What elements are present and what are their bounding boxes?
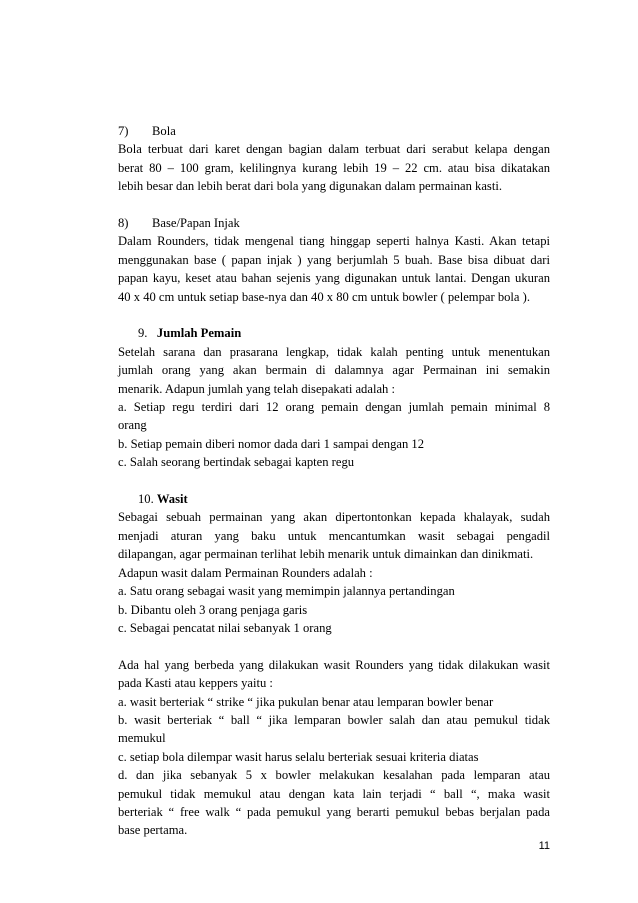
section-9-line: b. Setiap pemain diberi nomor dada dari 1 sampai dengan 12 <box>118 436 425 451</box>
section-9-line: jumlah orang yang akan bermain di dalamnya agar Permainan ini semakin <box>118 363 550 378</box>
section-9-line: a. Setiap regu terdiri dari 12 orang pemain dengan jumlah pemain minimal 8 <box>118 400 550 415</box>
spacer <box>118 306 550 324</box>
referee-calls-line: pemukul tidak memukul atau dengan kata lain terjadi “ ball “, maka wasit <box>118 786 550 801</box>
section-9-title: Jumlah Pemain <box>156 326 242 341</box>
section-9-line: orang <box>118 418 147 433</box>
referee-calls-line: pada Kasti atau keppers yaitu : <box>118 676 273 691</box>
spacer <box>118 196 550 214</box>
section-8-title: Base/Papan Injak <box>152 216 240 231</box>
section-10-title: Wasit <box>156 492 188 507</box>
spacer <box>118 472 550 490</box>
section-7-line: lebih besar dan lebih berat dari bola yang digunakan dalam permainan kasti. <box>118 179 502 194</box>
section-10-line: dilapangan, agar permainan terlihat lebih menarik untuk dimainkan dan dinikmati. <box>118 547 534 562</box>
referee-calls-line: Ada hal yang berbeda yang dilakukan wasit Rounders yang tidak dilakukan wasit <box>118 657 550 672</box>
section-9-line: c. Salah seorang bertindak sebagai kapten regu <box>118 455 355 470</box>
section-8-number: 8) <box>118 216 129 231</box>
referee-calls-line: memukul <box>118 731 166 746</box>
section-9-heading <box>118 324 550 342</box>
page-number: 11 <box>538 840 550 852</box>
section-7-line: berat 80 – 100 gram, kelilingnya kurang lebih 19 – 22 cm. atau bisa dikatakan <box>118 160 550 175</box>
section-10-line: c. Sebagai pencatat nilai sebanyak 1 orang <box>118 620 332 635</box>
section-8-line: 40 x 40 cm untuk setiap base-nya dan 40 x 80 cm untuk bowler ( pelempar bola ). <box>118 289 530 304</box>
section-10-line: menjadi aturan yang baku untuk mencantumkan wasit sebagai pengadil <box>118 528 550 543</box>
section-7-heading <box>118 122 550 140</box>
section-8-heading <box>118 214 550 232</box>
referee-calls-line: d. dan jika sebanyak 5 x bowler melakukan kesalahan pada lemparan atau <box>118 768 550 783</box>
referee-calls-line: c. setiap bola dilempar wasit harus selalu berteriak sesuai kriteria diatas <box>118 749 479 764</box>
referee-calls-line: a. wasit berteriak “ strike “ jika pukulan benar atau lemparan bowler benar <box>118 694 494 709</box>
section-10-line: a. Satu orang sebagai wasit yang memimpin jalannya pertandingan <box>118 584 455 599</box>
section-7-number: 7) <box>118 124 129 138</box>
section-9-number: 9. <box>138 326 148 341</box>
section-8-line: Dalam Rounders, tidak mengenal tiang hinggap seperti halnya Kasti. Akan tetapi <box>118 234 550 249</box>
spacer <box>118 637 550 655</box>
section-8-line: menggunakan base ( papan injak ) yang berjumlah 5 buah. Base bisa dibuat dari <box>118 252 550 267</box>
section-10-number: 10. <box>138 492 154 507</box>
section-10-heading <box>118 490 550 508</box>
referee-calls-line: base pertama. <box>118 823 188 838</box>
page-content <box>118 122 550 840</box>
section-10-line: Sebagai sebuah permainan yang akan dipertontonkan kepada khalayak, sudah <box>118 510 550 525</box>
section-8-line: papan kayu, keset atau bahan sejenis yang digunakan untuk lantai. Dengan ukuran <box>118 271 550 286</box>
referee-calls-line: b. wasit berteriak “ ball “ jika lemparan bowler salah dan atau pemukul tidak <box>118 712 550 727</box>
section-9-line: Setelah sarana dan prasarana lengkap, tidak kalah penting untuk menentukan <box>118 344 550 359</box>
section-10-line: Adapun wasit dalam Permainan Rounders adalah : <box>118 565 373 580</box>
referee-calls-line: berteriak “ free walk “ pada pemukul yang berarti pemukul bebas berjalan pada <box>118 804 550 819</box>
section-7-title: Bola <box>152 124 176 138</box>
section-10-line: b. Dibantu oleh 3 orang penjaga garis <box>118 602 308 617</box>
section-9-line: menarik. Adapun jumlah yang telah disepakati adalah : <box>118 381 395 396</box>
section-7-line: Bola terbuat dari karet dengan bagian dalam terbuat dari serabut kelapa dengan <box>118 142 550 157</box>
